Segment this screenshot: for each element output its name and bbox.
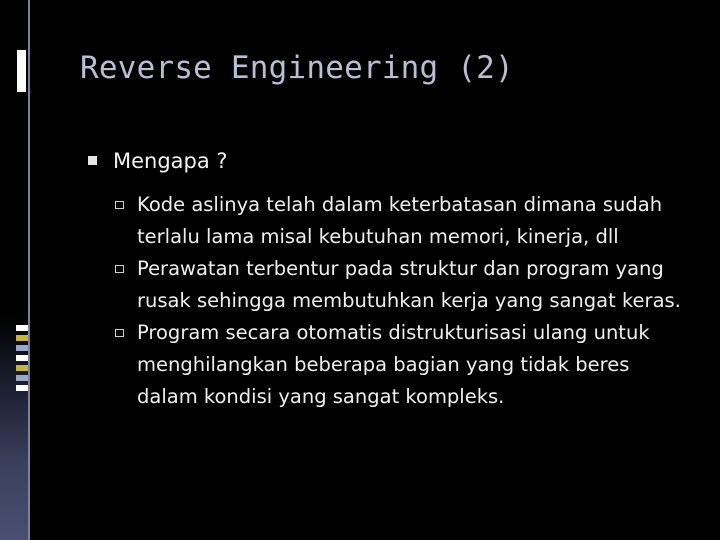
subbullet-text: Perawatan terbentur pada struktur dan program yang rusak sehingga membutuhkan kerja yang sangat keras. (137, 257, 681, 312)
subbullet-text: Program secara otomatis distrukturisasi ulang untuk menghilangkan beberapa bagian yang tidak beres dalam kondisi yang sangat kompleks. (137, 321, 650, 408)
square-bullet-icon (88, 156, 97, 165)
hollow-square-bullet-icon (115, 201, 124, 209)
stripe-white (16, 385, 28, 391)
decorative-stripes (16, 325, 28, 407)
stripe-yellow (16, 365, 28, 371)
subbullet-item (115, 317, 688, 413)
slide-content (88, 145, 688, 413)
stripe-yellow (16, 335, 28, 341)
stripe-blue (16, 345, 28, 351)
slide-title: Reverse Engineering (2) (80, 50, 514, 86)
subbullet-list (115, 189, 688, 413)
vertical-rule (28, 0, 30, 540)
stripe-white (16, 325, 28, 331)
stripe-white (16, 355, 28, 361)
bullet-level-1 (88, 145, 688, 177)
subbullet-text: Kode aslinya telah dalam keterbatasan dimana sudah terlalu lama misal kebutuhan memori, kinerja, dll (137, 193, 663, 248)
bullet-text: Mengapa ? (113, 149, 228, 173)
stripe-blue (16, 375, 28, 381)
title-marker-bar (17, 50, 26, 92)
hollow-square-bullet-icon (115, 329, 124, 337)
subbullet-item (115, 253, 688, 317)
hollow-square-bullet-icon (115, 265, 124, 273)
subbullet-item (115, 189, 688, 253)
